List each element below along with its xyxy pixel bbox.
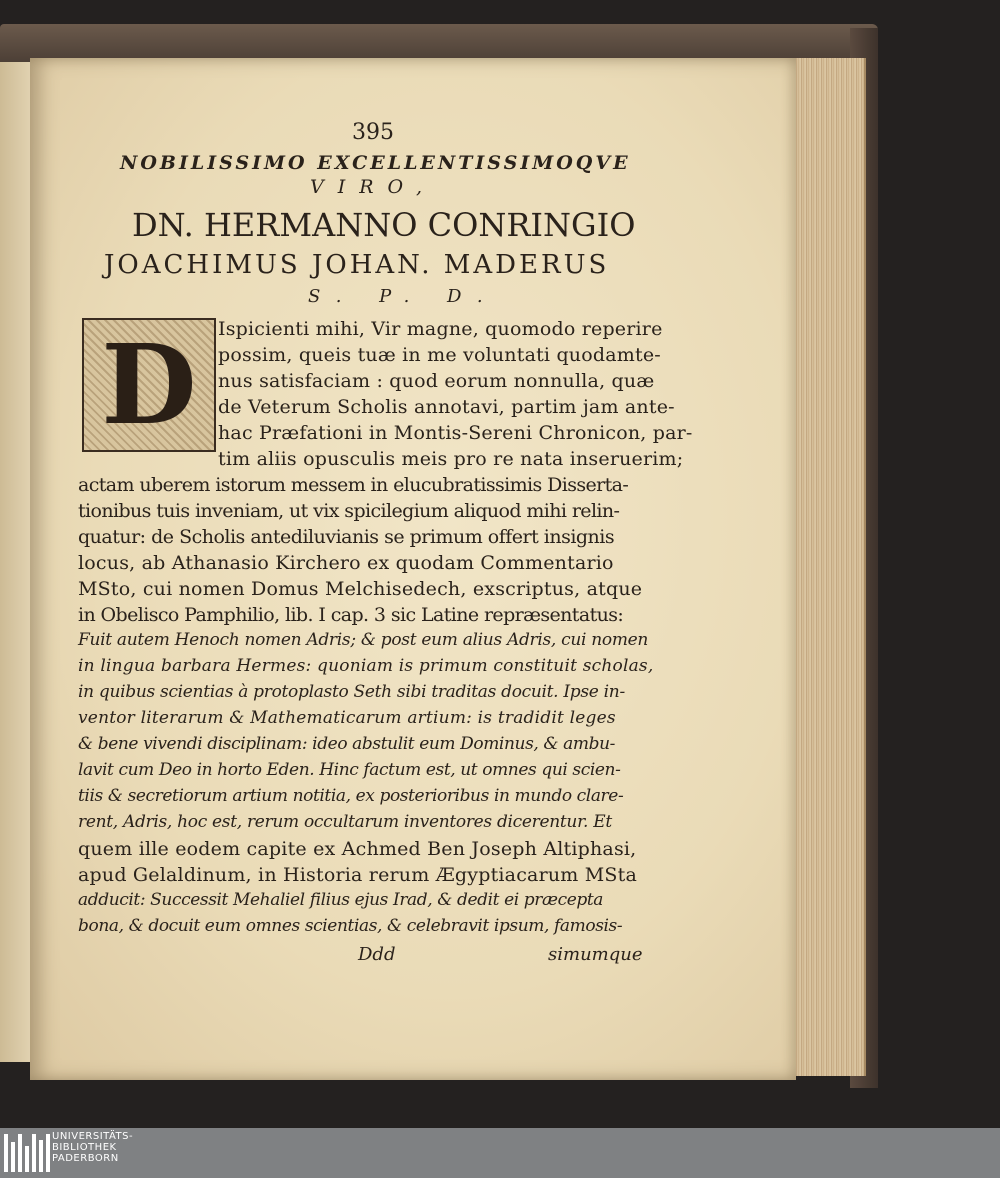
initial-letter: D <box>101 320 197 449</box>
text-line: quatur: de Scholis antediluvianis se primum offert insignis <box>78 526 615 548</box>
text-line: ventor literarum & Mathematicarum artium: is tradidit leges <box>78 708 616 728</box>
text-line: MSto, cui nomen Domus Melchisedech, exscriptus, atque <box>78 578 643 600</box>
decorated-initial <box>82 318 216 452</box>
text-line: & bene vivendi disciplinam: ideo abstulit eum Dominus, & ambu- <box>78 734 615 754</box>
text-line: quem ille eodem capite ex Achmed Ben Joseph Altiphasi, <box>78 838 637 860</box>
logo-line: UNIVERSITÄTS- <box>52 1131 134 1142</box>
heading-salutation: S. P. D. <box>308 286 499 307</box>
heading-viro: VIRO, <box>310 176 437 198</box>
signature-mark: Ddd <box>358 944 396 965</box>
heading-dedication: NOBILISSIMO EXCELLENTISSIMOQVE <box>120 152 631 174</box>
catchword: simumque <box>548 944 643 965</box>
text-line: Ispicienti mihi, Vir magne, quomodo reperire <box>218 318 663 340</box>
heading-author: JOACHIMUS JOHAN. MADERUS <box>104 250 610 280</box>
facing-page-edge <box>0 62 32 1062</box>
text-line: adducit: Successit Mehaliel filius ejus Irad, & dedit ei præcepta <box>78 890 604 910</box>
text-line: hac Præfationi in Montis-Sereni Chronicon, par- <box>218 422 693 444</box>
text-line: tionibus tuis inveniam, ut vix spicilegium aliquod mihi relin- <box>78 500 620 522</box>
text-line: locus, ab Athanasio Kirchero ex quodam Commentario <box>78 552 614 574</box>
text-line: tiis & secretiorum artium notitia, ex posterioribus in mundo clare- <box>78 786 624 806</box>
text-line: lavit cum Deo in horto Eden. Hinc factum est, ut omnes qui scien- <box>78 760 621 780</box>
library-footer <box>0 1128 1000 1178</box>
text-line: rent, Adris, hoc est, rerum occultarum inventores dicerentur. Et <box>78 812 612 832</box>
text-line: possim, queis tuæ in me voluntati quodamte- <box>218 344 661 366</box>
text-line: bona, & docuit eum omnes scientias, & celebravit ipsum, famosis- <box>78 916 623 936</box>
text-line: apud Gelaldinum, in Historia rerum Ægyptiacarum MSta <box>78 864 637 886</box>
logo-line: PADERBORN <box>52 1153 119 1164</box>
logo-line: BIBLIOTHEK <box>52 1142 117 1153</box>
text-line: in quibus scientias à protoplasto Seth sibi traditas docuit. Ipse in- <box>78 682 625 702</box>
page-number: 395 <box>352 120 394 145</box>
page-edges <box>792 58 866 1076</box>
text-line: in Obelisco Pamphilio, lib. I cap. 3 sic Latine repræsentatus: <box>78 604 624 626</box>
text-line: in lingua barbara Hermes: quoniam is primum constituit scholas, <box>78 656 654 676</box>
text-line: tim aliis opusculis meis pro re nata inseruerim; <box>218 448 684 470</box>
heading-recipient: DN. HERMANNO CONRINGIO <box>132 206 636 244</box>
library-logo-icon <box>4 1134 50 1172</box>
text-line: Fuit autem Henoch nomen Adris; & post eum alius Adris, cui nomen <box>78 630 649 650</box>
text-line: nus satisfaciam : quod eorum nonnulla, quæ <box>218 370 655 392</box>
text-line: actam uberem istorum messem in elucubratissimis Disserta- <box>78 474 629 496</box>
library-logo-text <box>52 1131 133 1164</box>
text-line: de Veterum Scholis annotavi, partim jam ante- <box>218 396 675 418</box>
